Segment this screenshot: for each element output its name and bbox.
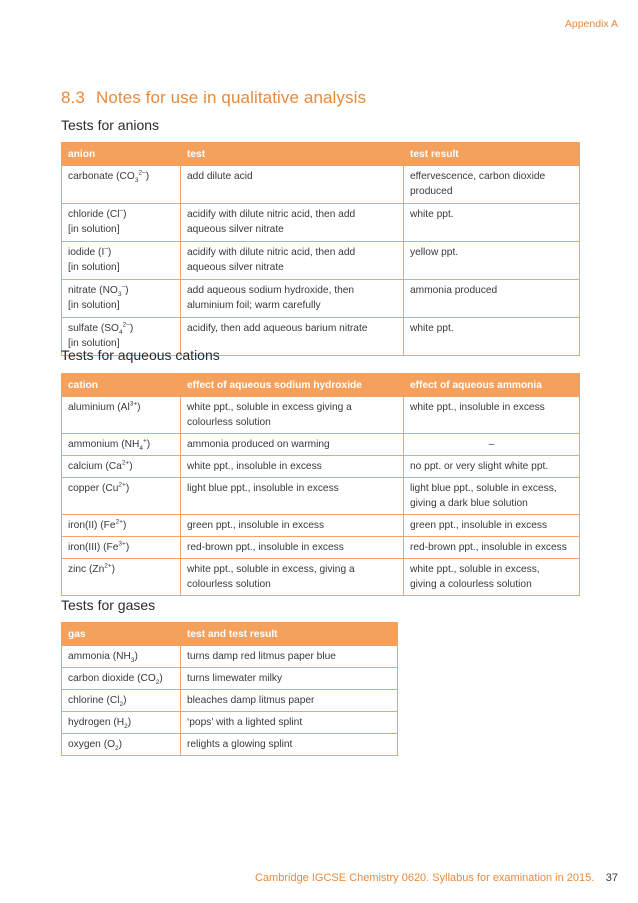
cell-line: green ppt., insoluble in excess: [187, 520, 325, 531]
table-row: [62, 478, 580, 515]
cell-line: white ppt.: [410, 323, 454, 334]
ion-name: chlorine: [68, 695, 104, 706]
cations-header-row: [62, 374, 580, 397]
formula-subscript: 2: [124, 723, 128, 731]
anions-col-test: test: [181, 143, 404, 166]
anions-table: [61, 142, 580, 356]
table-row: [62, 515, 580, 537]
formula-superscript: 2+: [118, 481, 126, 489]
formula-subscript: 2: [115, 745, 119, 753]
ion-name: hydrogen: [68, 717, 111, 728]
formula-part: NH: [124, 439, 140, 450]
cell-line: ammonia produced on warming: [187, 439, 330, 450]
formula-superscript: 3+: [118, 540, 126, 548]
formula-part: Al: [120, 402, 130, 413]
cell-line: produced: [410, 186, 453, 197]
ion-name: zinc: [68, 564, 87, 575]
gases-table: [61, 622, 398, 756]
cell-line: –: [488, 439, 495, 450]
test-cell: [181, 204, 404, 242]
gases-heading: Tests for gases: [61, 597, 156, 613]
formula-superscript: 3+: [129, 400, 138, 408]
formula-part: H: [116, 717, 125, 728]
gas-test-cell: turns damp red litmus paper blue: [181, 646, 398, 668]
table-row: [62, 668, 398, 690]
anions-header-row: [62, 143, 580, 166]
formula-subscript: 3: [117, 291, 122, 299]
gas-cell: ammonia $(NH_3)$: [62, 646, 181, 668]
cell-line: effervescence, carbon dioxide: [410, 171, 546, 182]
nh3-cell: [404, 478, 580, 515]
gas-test-cell: turns limewater milky: [181, 668, 398, 690]
cell-line: white ppt.: [410, 209, 454, 220]
ion-name: iodide: [68, 247, 96, 258]
formula-subscript: 4: [118, 329, 123, 337]
anions-col-anion: anion: [62, 143, 181, 166]
ion-name: carbon dioxide: [68, 673, 135, 684]
cation-cell: aluminium $(Al^{3+})$: [62, 397, 181, 434]
appendix-label: Appendix A: [564, 18, 618, 30]
result-cell: [404, 204, 580, 242]
anion-cell: carbonate $(CO_3^{2-})$: [62, 166, 181, 204]
cations-heading: Tests for aqueous cations: [61, 347, 220, 363]
anions-col-result: test result: [404, 143, 580, 166]
naoh-cell: [181, 515, 404, 537]
cell-line: giving a dark blue solution: [410, 498, 528, 509]
ion-name: sulfate: [68, 323, 99, 334]
cell-line: aluminium foil; warm carefully: [187, 300, 321, 311]
cell-line: add dilute acid: [187, 171, 253, 182]
solution-note: [in solution]: [68, 224, 120, 235]
cell-line: ammonia produced: [410, 285, 498, 296]
cation-cell: calcium $(Ca^{2+})$: [62, 456, 181, 478]
cations-table: [61, 373, 580, 596]
table-row: [62, 646, 398, 668]
section-number: 8.3: [61, 88, 85, 107]
formula-subscript: 2: [155, 679, 160, 687]
cell-line: aqueous silver nitrate: [187, 224, 284, 235]
cell-line: colourless solution: [187, 579, 271, 590]
formula-part: Fe: [103, 520, 116, 531]
gases-col-gas: gas: [62, 623, 181, 646]
formula-superscript: –: [121, 283, 126, 291]
formula-part: I: [101, 247, 105, 258]
formula-superscript: 2+: [104, 562, 112, 570]
cation-cell: zinc $(Zn^{2+})$: [62, 559, 181, 596]
table-row: [62, 559, 580, 596]
table-row: [62, 734, 398, 756]
ion-name: chloride: [68, 209, 104, 220]
cell-line: acidify with dilute nitric acid, then add: [187, 247, 356, 258]
test-cell: [181, 242, 404, 280]
cations-col-cation: cation: [62, 374, 181, 397]
formula-part: NH: [116, 651, 131, 662]
formula-part: SO: [104, 323, 119, 334]
result-cell: [404, 166, 580, 204]
cell-line: colourless solution: [187, 417, 271, 428]
anion-cell: nitrate $(NO_3^-)$ [in solution]: [62, 280, 181, 318]
naoh-cell: [181, 537, 404, 559]
formula-subscript: 2: [119, 701, 124, 709]
anions-heading: Tests for anions: [61, 117, 160, 133]
nh3-cell: [404, 456, 580, 478]
formula-superscript: 2–: [122, 321, 130, 329]
cations-col-naoh: effect of aqueous sodium hydroxide: [181, 374, 404, 397]
result-cell: [404, 242, 580, 280]
anion-cell: sulfate $(SO_4^{2-})$ [in solution]: [62, 318, 181, 356]
formula-superscript: –: [104, 245, 108, 253]
formula-part: Cl: [109, 695, 120, 706]
formula-superscript: –: [119, 207, 124, 215]
nh3-cell: [404, 397, 580, 434]
solution-note: [in solution]: [68, 338, 120, 349]
formula-superscript: 2+: [115, 518, 123, 526]
gases-header-row: [62, 623, 398, 646]
table-row: [62, 166, 580, 204]
ion-name: copper: [68, 483, 100, 494]
cation-cell: copper $(Cu^{2+})$: [62, 478, 181, 515]
result-cell: [404, 280, 580, 318]
formula-subscript: 3: [134, 177, 139, 185]
cell-line: white ppt., soluble in excess giving a: [187, 402, 352, 413]
cation-cell: iron(III) $(Fe^{3+})$: [62, 537, 181, 559]
formula-subscript: 4: [139, 445, 143, 453]
anion-cell: iodide (I–) [in solution]: [62, 242, 181, 280]
formula-superscript: 2–: [138, 169, 146, 177]
ion-name: iron(II): [68, 520, 98, 531]
formula-part: CO: [140, 673, 156, 684]
gas-cell: oxygen $(O_2)$: [62, 734, 181, 756]
cell-line: white ppt., soluble in excess,: [410, 564, 540, 575]
ion-name: nitrate: [68, 285, 97, 296]
gas-test-cell: bleaches damp litmus paper: [181, 690, 398, 712]
gas-test-cell: relights a glowing splint: [181, 734, 398, 756]
formula-part: Fe: [106, 542, 119, 553]
gas-cell: carbon dioxide $(CO_2)$: [62, 668, 181, 690]
nh3-cell: [404, 537, 580, 559]
formula-superscript: +: [142, 437, 147, 445]
cell-line: white ppt., soluble in excess, giving a: [187, 564, 355, 575]
formula-part: Ca: [108, 461, 122, 472]
table-row: [62, 456, 580, 478]
footer-text: Cambridge IGCSE Chemistry 0620. Syllabus for examination in 2015.: [255, 872, 595, 884]
naoh-cell: [181, 397, 404, 434]
nh3-cell: [404, 515, 580, 537]
cation-cell: iron(II) $(Fe^{2+})$: [62, 515, 181, 537]
naoh-cell: [181, 478, 404, 515]
ion-name: ammonia: [68, 651, 110, 662]
table-row: [62, 397, 580, 434]
gas-cell: chlorine $(Cl_2)$: [62, 690, 181, 712]
nh3-cell: [404, 434, 580, 456]
cell-line: red-brown ppt., insoluble in excess: [187, 542, 344, 553]
table-row: [62, 242, 580, 280]
cell-line: acidify with dilute nitric acid, then add: [187, 209, 356, 220]
cell-line: yellow ppt.: [410, 247, 459, 258]
formula-superscript: 2+: [121, 459, 130, 467]
table-row: [62, 434, 580, 456]
gas-test-cell: ‘pops’ with a lighted splint: [181, 712, 398, 734]
cell-line: giving a colourless solution: [410, 579, 532, 590]
page-number: 37: [605, 872, 618, 884]
naoh-cell: [181, 434, 404, 456]
table-row: [62, 690, 398, 712]
formula-part: CO: [119, 171, 135, 182]
section-title-text: Notes for use in qualitative analysis: [95, 88, 367, 107]
formula-part: Zn: [92, 564, 105, 575]
test-cell: [181, 166, 404, 204]
naoh-cell: [181, 559, 404, 596]
cell-line: white ppt., insoluble in excess: [410, 402, 545, 413]
naoh-cell: [181, 456, 404, 478]
cations-col-nh3: effect of aqueous ammonia: [404, 374, 580, 397]
ion-name: iron(III): [68, 542, 101, 553]
formula-part: Cl: [109, 209, 120, 220]
cell-line: red-brown ppt., insoluble in excess: [410, 542, 567, 553]
ion-name: oxygen: [68, 739, 101, 750]
anion-cell: chloride (Cl–) [in solution]: [62, 204, 181, 242]
cell-line: light blue ppt., insoluble in excess: [187, 483, 339, 494]
cation-cell: ammonium $(NH_4^+)$: [62, 434, 181, 456]
ion-name: carbonate: [68, 171, 114, 182]
formula-subscript: 3: [130, 657, 135, 665]
table-row: [62, 204, 580, 242]
formula-part: O: [107, 739, 116, 750]
cell-line: light blue ppt., soluble in excess,: [410, 483, 557, 494]
formula-part: Cu: [105, 483, 119, 494]
gas-cell: hydrogen $(H_2)$: [62, 712, 181, 734]
table-row: [62, 712, 398, 734]
gases-col-test: test and test result: [181, 623, 398, 646]
cell-line: no ppt. or very slight white ppt.: [410, 461, 549, 472]
test-cell: [181, 280, 404, 318]
formula-part: NO: [102, 285, 118, 296]
solution-note: [in solution]: [68, 300, 120, 311]
table-row: [62, 280, 580, 318]
section-title: [61, 88, 366, 108]
nh3-cell: [404, 559, 580, 596]
ion-name: aluminium: [68, 402, 115, 413]
result-cell: [404, 318, 580, 356]
cell-line: white ppt., insoluble in excess: [187, 461, 322, 472]
ion-name: calcium: [68, 461, 103, 472]
ion-name: ammonium: [68, 439, 119, 450]
cell-line: aqueous silver nitrate: [187, 262, 284, 273]
cell-line: add aqueous sodium hydroxide, then: [187, 285, 355, 296]
solution-note: [in solution]: [68, 262, 120, 273]
table-row: [62, 537, 580, 559]
cell-line: acidify, then add aqueous barium nitrate: [187, 323, 368, 334]
cell-line: green ppt., insoluble in excess: [410, 520, 548, 531]
